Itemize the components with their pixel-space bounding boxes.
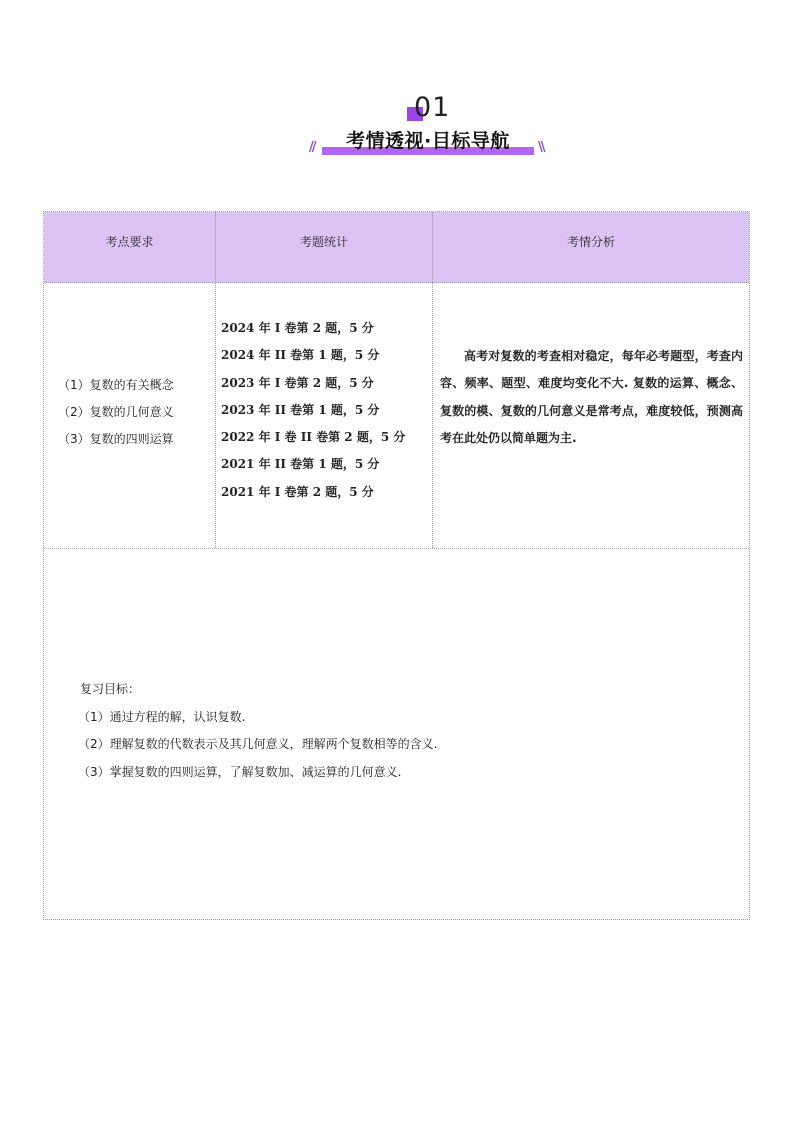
exam-analysis-table: [43, 211, 750, 920]
list-item: （2）理解复数的代数表示及其几何意义，理解两个复数相等的含义.: [78, 737, 438, 751]
list-item: 2023 年 I 卷第 2 题，5 分: [221, 375, 374, 390]
list-item: （2）复数的几何意义: [58, 405, 174, 419]
list-item: （1）通过方程的解，认识复数.: [78, 709, 246, 724]
row-divider: [44, 548, 749, 549]
list-item: 2021 年 I 卷第 2 题，5 分: [221, 484, 374, 499]
slash-decoration-left: //: [309, 140, 315, 155]
header-analysis: 考情分析: [566, 235, 615, 249]
review-goals: [78, 676, 437, 786]
list-item: 2023 年 II 卷第 1 题，5 分: [221, 402, 380, 417]
table-header-row: [44, 212, 749, 283]
column-divider: [215, 212, 216, 548]
list-item: （1）复数的有关概念: [58, 378, 174, 392]
slash-decoration-right: \\: [538, 140, 544, 155]
list-item: 2021 年 II 卷第 1 题，5 分: [221, 457, 380, 472]
statistics-list: [221, 315, 405, 506]
column-divider: [432, 212, 433, 548]
analysis-paragraph: 高考对复数的考查相对稳定，每年必考题型，考查内容、频率、题型、难度均变化不大. 复数的运算、概念、复数的模、复数的几何意义是常考点，难度较低，预测高考在此处仍以简单题为主.: [440, 349, 743, 445]
list-item: （3）复数的四则运算: [58, 432, 174, 446]
header-requirements: 考点要求: [105, 235, 154, 249]
header-statistics: 考题统计: [299, 235, 348, 249]
section-header: [0, 92, 794, 162]
goals-title: 复习目标：: [80, 682, 141, 696]
list-item: 2024 年 II 卷第 1 题，5 分: [221, 348, 380, 363]
section-number: 01: [414, 92, 451, 123]
list-item: （3）掌握复数的四则运算，了解复数加、减运算的几何意义.: [78, 764, 402, 779]
section-title: 考情透视·目标导航: [346, 130, 510, 152]
requirements-list: [58, 372, 174, 453]
list-item: 2022 年 I 卷 II 卷第 2 题，5 分: [221, 430, 406, 445]
list-item: 2024 年 I 卷第 2 题，5 分: [221, 321, 374, 335]
